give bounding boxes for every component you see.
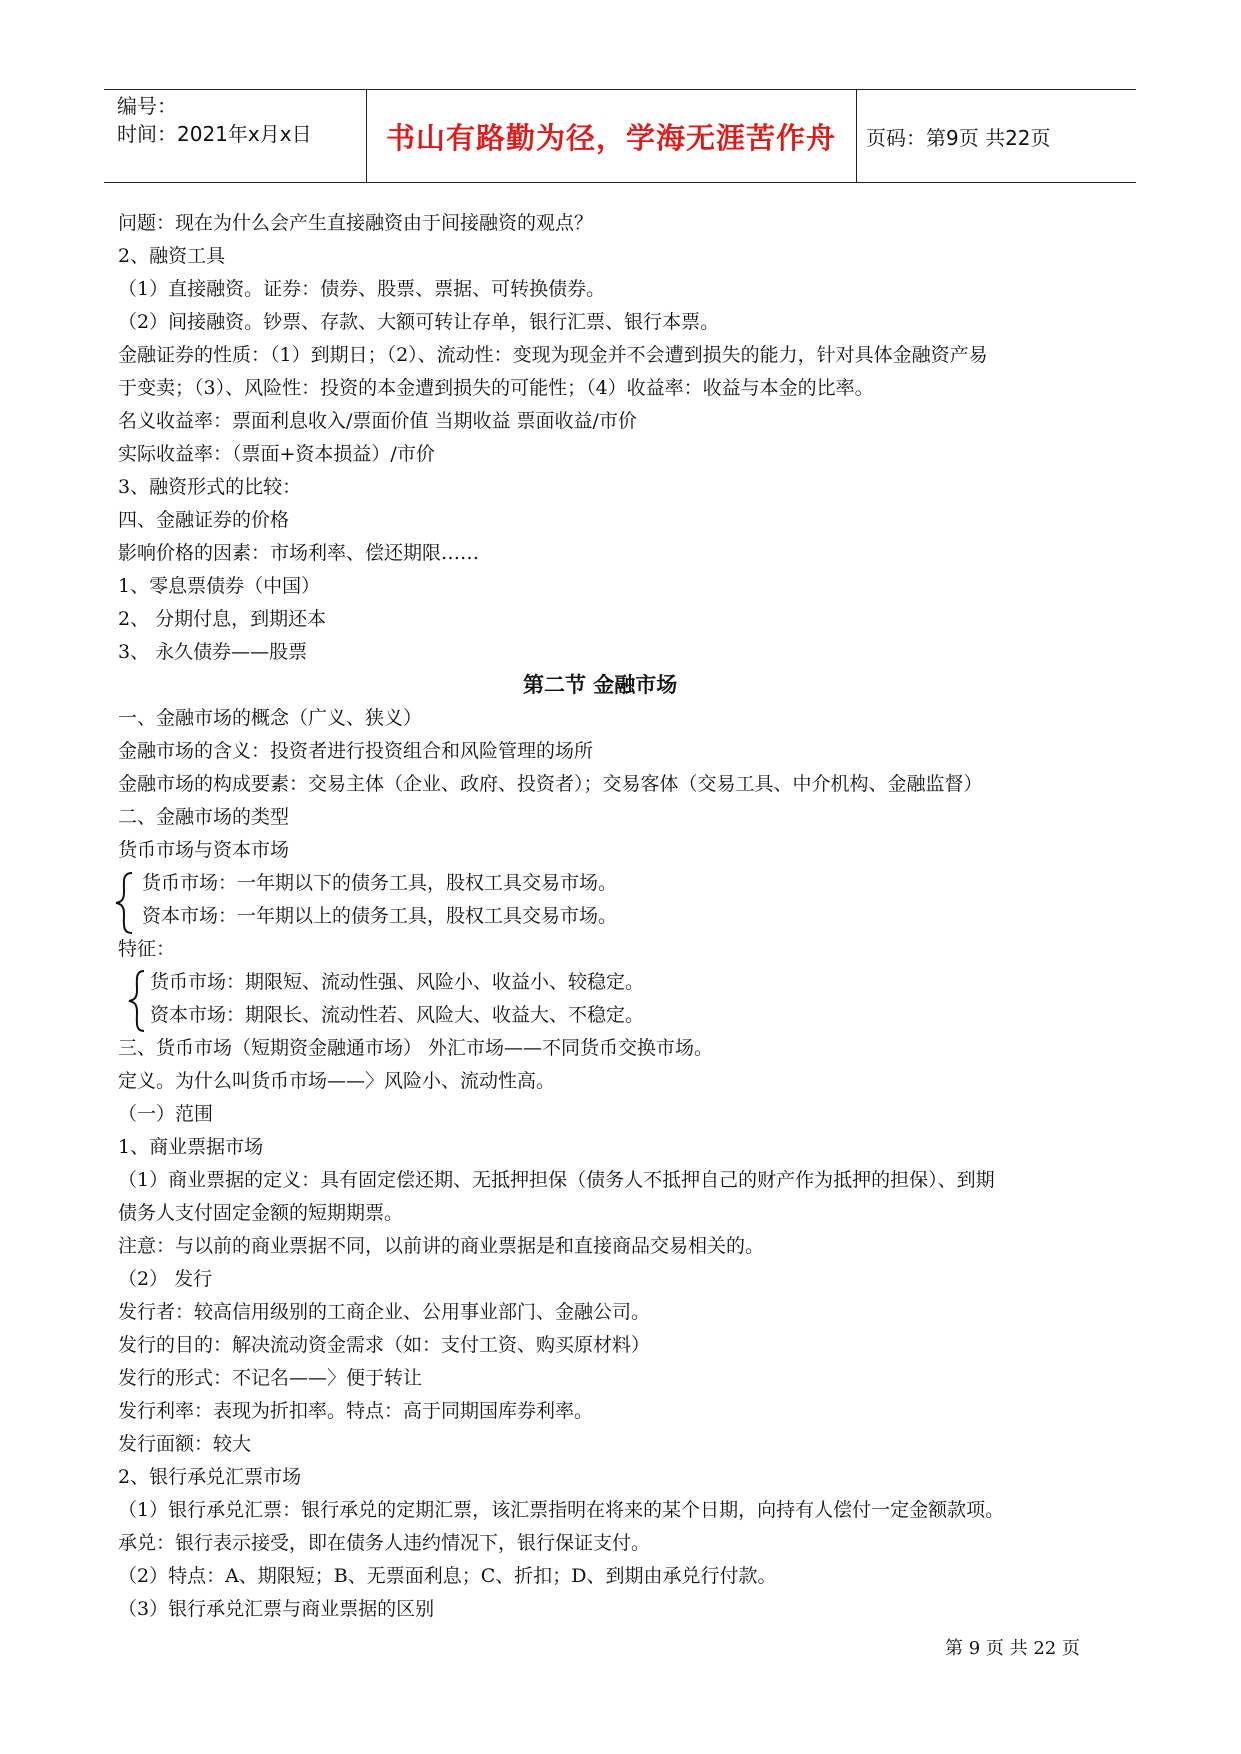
left-brace-icon bbox=[112, 870, 138, 936]
left-brace-icon bbox=[126, 968, 148, 1034]
text-line: 金融市场的含义：投资者进行投资组合和风险管理的场所 bbox=[118, 740, 594, 762]
text-line: 金融证券的性质：（1）到期日；（2）、流动性：变现为现金并不会遭到损失的能力，针对具体金融资产易 bbox=[118, 344, 988, 366]
text-line: （一）范围 bbox=[118, 1103, 214, 1125]
text-line: 于变卖；（3）、风险性：投资的本金遭到损失的可能性；（4）收益率：收益与本金的比率。 bbox=[118, 377, 874, 399]
header-time-label: 时间：2021年x月x日 bbox=[117, 122, 312, 146]
header-number-label: 编号： bbox=[117, 94, 177, 118]
text-line: 2、 分期付息，到期还本 bbox=[118, 608, 327, 630]
text-line: 发行利率：表现为折扣率。特点：高于同期国库券利率。 bbox=[118, 1400, 594, 1422]
header-page-label: 页码：第9页 共22页 bbox=[866, 126, 1051, 150]
text-line: 资本市场：一年期以上的债务工具，股权工具交易市场。 bbox=[142, 905, 618, 927]
text-line: （3）银行承兑汇票与商业票据的区别 bbox=[118, 1598, 435, 1620]
text-line: （2） 发行 bbox=[118, 1268, 213, 1290]
text-line: 发行的目的：解决流动资金需求（如：支付工资、购买原材料） bbox=[118, 1334, 651, 1356]
text-line: 二、金融市场的类型 bbox=[118, 806, 290, 828]
text-line: 发行面额：较大 bbox=[118, 1433, 252, 1455]
header-divider-right bbox=[856, 89, 857, 183]
header-meta bbox=[117, 92, 312, 148]
text-line: （2）间接融资。钞票、存款、大额可转让存单，银行汇票、银行本票。 bbox=[118, 311, 720, 333]
text-line: （1）银行承兑汇票：银行承兑的定期汇票，该汇票指明在将来的某个日期，向持有人偿付一定金额款项。 bbox=[118, 1499, 1005, 1521]
text-line: 2、银行承兑汇票市场 bbox=[118, 1466, 302, 1488]
text-line: 货币市场：期限短、流动性强、风险小、收益小、较稳定。 bbox=[150, 971, 645, 993]
text-line: （1）商业票据的定义：具有固定偿还期、无抵押担保（债务人不抵押自己的财产作为抵押的担保）、到期 bbox=[118, 1169, 995, 1191]
text-line: 定义。为什么叫货币市场——〉风险小、流动性高。 bbox=[118, 1070, 556, 1092]
text-line: 四、金融证券的价格 bbox=[118, 509, 290, 531]
text-line: 一、金融市场的概念（广义、狭义） bbox=[118, 707, 423, 729]
text-line: （1）直接融资。证券：债券、股票、票据、可转换债券。 bbox=[118, 278, 606, 300]
text-line: 2、融资工具 bbox=[118, 245, 226, 267]
text-line: （2）特点：A、期限短；B、无票面利息；C、折扣；D、到期由承兑行付款。 bbox=[118, 1565, 777, 1587]
text-line: 注意：与以前的商业票据不同，以前讲的商业票据是和直接商品交易相关的。 bbox=[118, 1235, 765, 1257]
text-line: 问题：现在为什么会产生直接融资由于间接融资的观点？ bbox=[118, 212, 594, 234]
text-line: 承兑：银行表示接受，即在债务人违约情况下，银行保证支付。 bbox=[118, 1532, 651, 1554]
text-line: 三、货币市场（短期资金融通市场） 外汇市场——不同货币交换市场。 bbox=[118, 1037, 714, 1059]
text-line: 金融市场的构成要素：交易主体（企业、政府、投资者）；交易客体（交易工具、中介机构、金融监督） bbox=[118, 773, 983, 795]
text-line: 1、零息票债券（中国） bbox=[118, 575, 321, 597]
text-line: 名义收益率：票面利息收入/票面价值 当期收益 票面收益/市价 bbox=[118, 410, 637, 432]
page-footer: 第 9 页 共 22 页 bbox=[945, 1638, 1080, 1659]
text-line: 3、融资形式的比较： bbox=[118, 476, 302, 498]
text-line: 资本市场：期限长、流动性若、风险大、收益大、不稳定。 bbox=[150, 1004, 645, 1026]
header-bottom-rule bbox=[104, 182, 1136, 183]
text-line: 货币市场与资本市场 bbox=[118, 839, 290, 861]
text-line: 债务人支付固定金额的短期期票。 bbox=[118, 1202, 404, 1224]
text-line: 发行者：较高信用级别的工商企业、公用事业部门、金融公司。 bbox=[118, 1301, 651, 1323]
text-line: 3、 永久债券——股票 bbox=[118, 641, 308, 663]
text-line: 货币市场：一年期以下的债务工具，股权工具交易市场。 bbox=[142, 872, 618, 894]
section-heading: 第二节 金融市场 bbox=[523, 673, 678, 697]
text-line: 1、商业票据市场 bbox=[118, 1136, 264, 1158]
header-motto: 书山有路勤为径，学海无涯苦作舟 bbox=[385, 121, 836, 155]
text-line: 特征： bbox=[118, 938, 176, 960]
text-line: 影响价格的因素：市场利率、偿还期限…… bbox=[118, 542, 480, 564]
text-line: 实际收益率：（票面+资本损益）/市价 bbox=[118, 443, 435, 465]
header-top-rule bbox=[104, 89, 1136, 90]
text-line: 发行的形式：不记名——〉便于转让 bbox=[118, 1367, 423, 1389]
